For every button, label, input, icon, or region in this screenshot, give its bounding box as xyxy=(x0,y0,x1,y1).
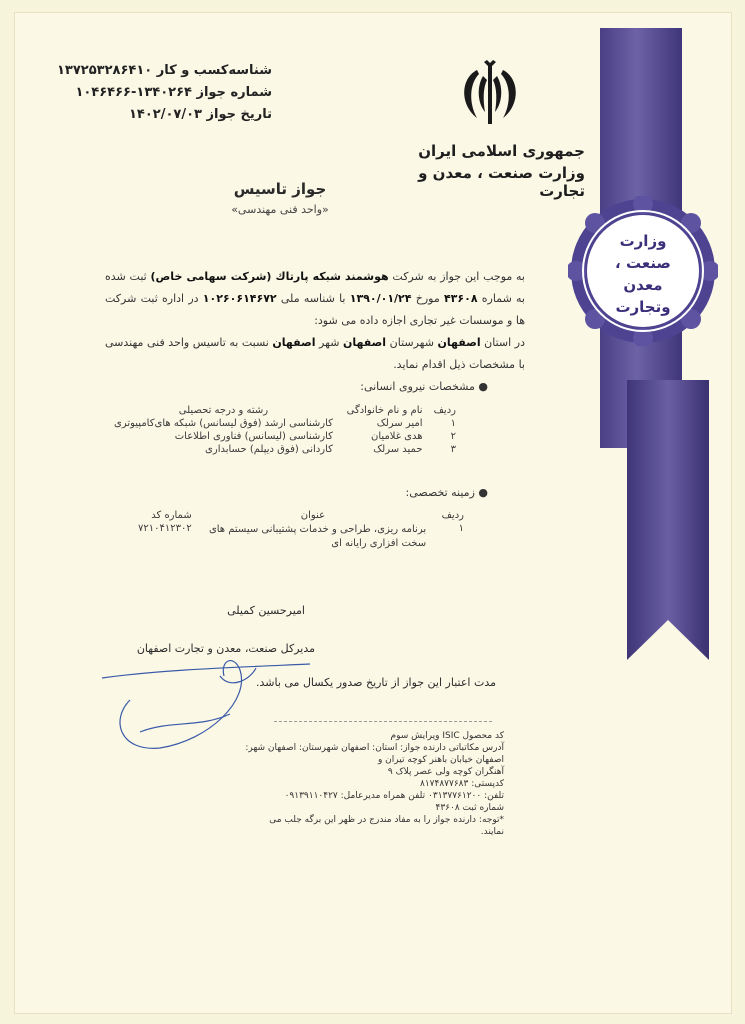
staff-header-row xyxy=(110,404,460,417)
company-name: هوشمند شبکه پارتاك (شرکت سهامی خاص) xyxy=(150,270,389,283)
national-id: ۱۰۲۶۰۶۱۴۶۷۲ xyxy=(202,292,277,305)
table-row: ۲ هدی غلامیان کارشناسی (لیسانس) فناوری اطلاعات xyxy=(174,431,456,442)
footer-divider xyxy=(274,721,492,722)
footer-line: شماره ثبت ۴۳۶۰۸ xyxy=(435,803,504,813)
table-row: ۱ برنامه ریزی، طراحی و خدمات پشتیبانی سیستم های سخت افزاری رایانه ای ۷۲۱۰۴۱۲۳۰۲ xyxy=(138,523,464,549)
fields-col-title: عنوان xyxy=(300,510,326,521)
document-title: جواز تاسیس xyxy=(233,180,327,198)
body-paragraph-1: به موجب این جواز به شرکت هوشمند شبکه پارتاك (شرکت سهامی خاص) ثبت شده به شماره ۴۳۶۰۸ مورخ ۱۳۹۰/۰۱/۲۴ با شناسه ملی ۱۰۲۶۰۶۱۴۶۷۲ در اداره ثبت شرکت ها و موسسات غیر تجاری اجازه داده می شود: xyxy=(105,270,525,327)
footer-line: *توجه: دارنده جواز را به مفاد مندرج در ظهر این برگه جلب می نمایند. xyxy=(269,815,504,837)
ribbon-notch xyxy=(627,620,709,660)
registration-date: ۱۳۹۰/۰۱/۲۴ xyxy=(349,292,412,305)
license-number: شماره جواز ۱۳۴۰۲۶۴-۱۰۴۶۴۶۶ xyxy=(75,85,272,100)
staff-col-index: ردیف xyxy=(433,405,456,416)
staff-table xyxy=(110,404,460,456)
footer-line: کد محصول ISIC ویرایش سوم xyxy=(390,731,504,741)
fields-table xyxy=(118,509,468,552)
staff-heading: ● مشخصات نیروی انسانی: xyxy=(360,380,488,393)
republic-heading: جمهوری اسلامی ایران xyxy=(418,142,585,160)
table-row: ۳ حمید سرلک کاردانی (فوق دیپلم) حسابداری xyxy=(205,444,456,455)
signer-name: امیرحسین کمیلی xyxy=(227,604,305,617)
staff-col-name: نام و نام خانوادگی xyxy=(346,405,423,416)
footer-line: آهنگران کوچه ولی عصر پلاک ۹ xyxy=(387,767,504,777)
seal-line-3: وتجارت xyxy=(615,298,671,316)
business-id: شناسه‌کسب و کار ۱۳۷۲۵۳۲۸۶۴۱۰ xyxy=(57,63,272,78)
signer-role: مدیرکل صنعت، معدن و تجارت اصفهان xyxy=(136,642,315,655)
fields-col-code: شماره کد xyxy=(151,510,192,521)
footer-line: تلفن: ۰۳۱۳۷۷۶۱۲۰۰ تلفن همراه مدیرعامل: ۰۹۱۳۹۱۱۰۴۲۷ xyxy=(284,791,504,801)
fields-col-index: ردیف xyxy=(441,510,464,521)
license-body xyxy=(105,266,525,376)
iran-emblem-icon xyxy=(455,56,525,128)
fields-header-row xyxy=(118,509,468,522)
registration-info xyxy=(52,60,272,126)
city: اصفهان xyxy=(272,336,316,349)
footer-line: کدپستی: ۸۱۷۴۸۷۷۶۸۳ xyxy=(420,779,504,789)
footer-line: آدرس مکاتباتی دارنده جواز: استان: اصفهان شهرستان: اصفهان شهر: اصفهان خیابان باهنر کوچه تیران و xyxy=(245,743,504,765)
province: اصفهان xyxy=(437,336,481,349)
fields-heading: ● زمینه تخصصی: xyxy=(405,486,488,499)
ministry-heading: وزارت صنعت ، معدن و تجارت xyxy=(418,164,585,200)
footer-info xyxy=(244,730,504,838)
county: اصفهان xyxy=(342,336,387,349)
body-paragraph-2: در استان اصفهان شهرستان اصفهان شهر اصفهان نسبت به تاسیس واحد فنی مهندسی با مشخصات ذیل اقدام نماید. xyxy=(105,336,525,371)
document-subtitle: «واحد فنی مهندسی» xyxy=(231,203,329,216)
table-row: ۱ امیر سرلک کارشناسی ارشد (فوق لیسانس) شبکه های‌کامپیوتری xyxy=(114,418,456,429)
registration-number: ۴۳۶۰۸ xyxy=(443,292,478,305)
validity-note: مدت اعتبار این جواز از تاریخ صدور یکسال می باشد. xyxy=(255,676,496,689)
seal-label xyxy=(596,230,690,318)
ribbon-lower xyxy=(627,380,709,660)
staff-col-degree: رشته و درجه تحصیلی xyxy=(178,405,269,416)
license-date: تاریخ جواز ۱۴۰۲/۰۷/۰۳ xyxy=(129,107,272,122)
seal-line-1: وزارت xyxy=(619,232,667,250)
seal-line-2: صنعت ، معدن xyxy=(615,254,671,294)
